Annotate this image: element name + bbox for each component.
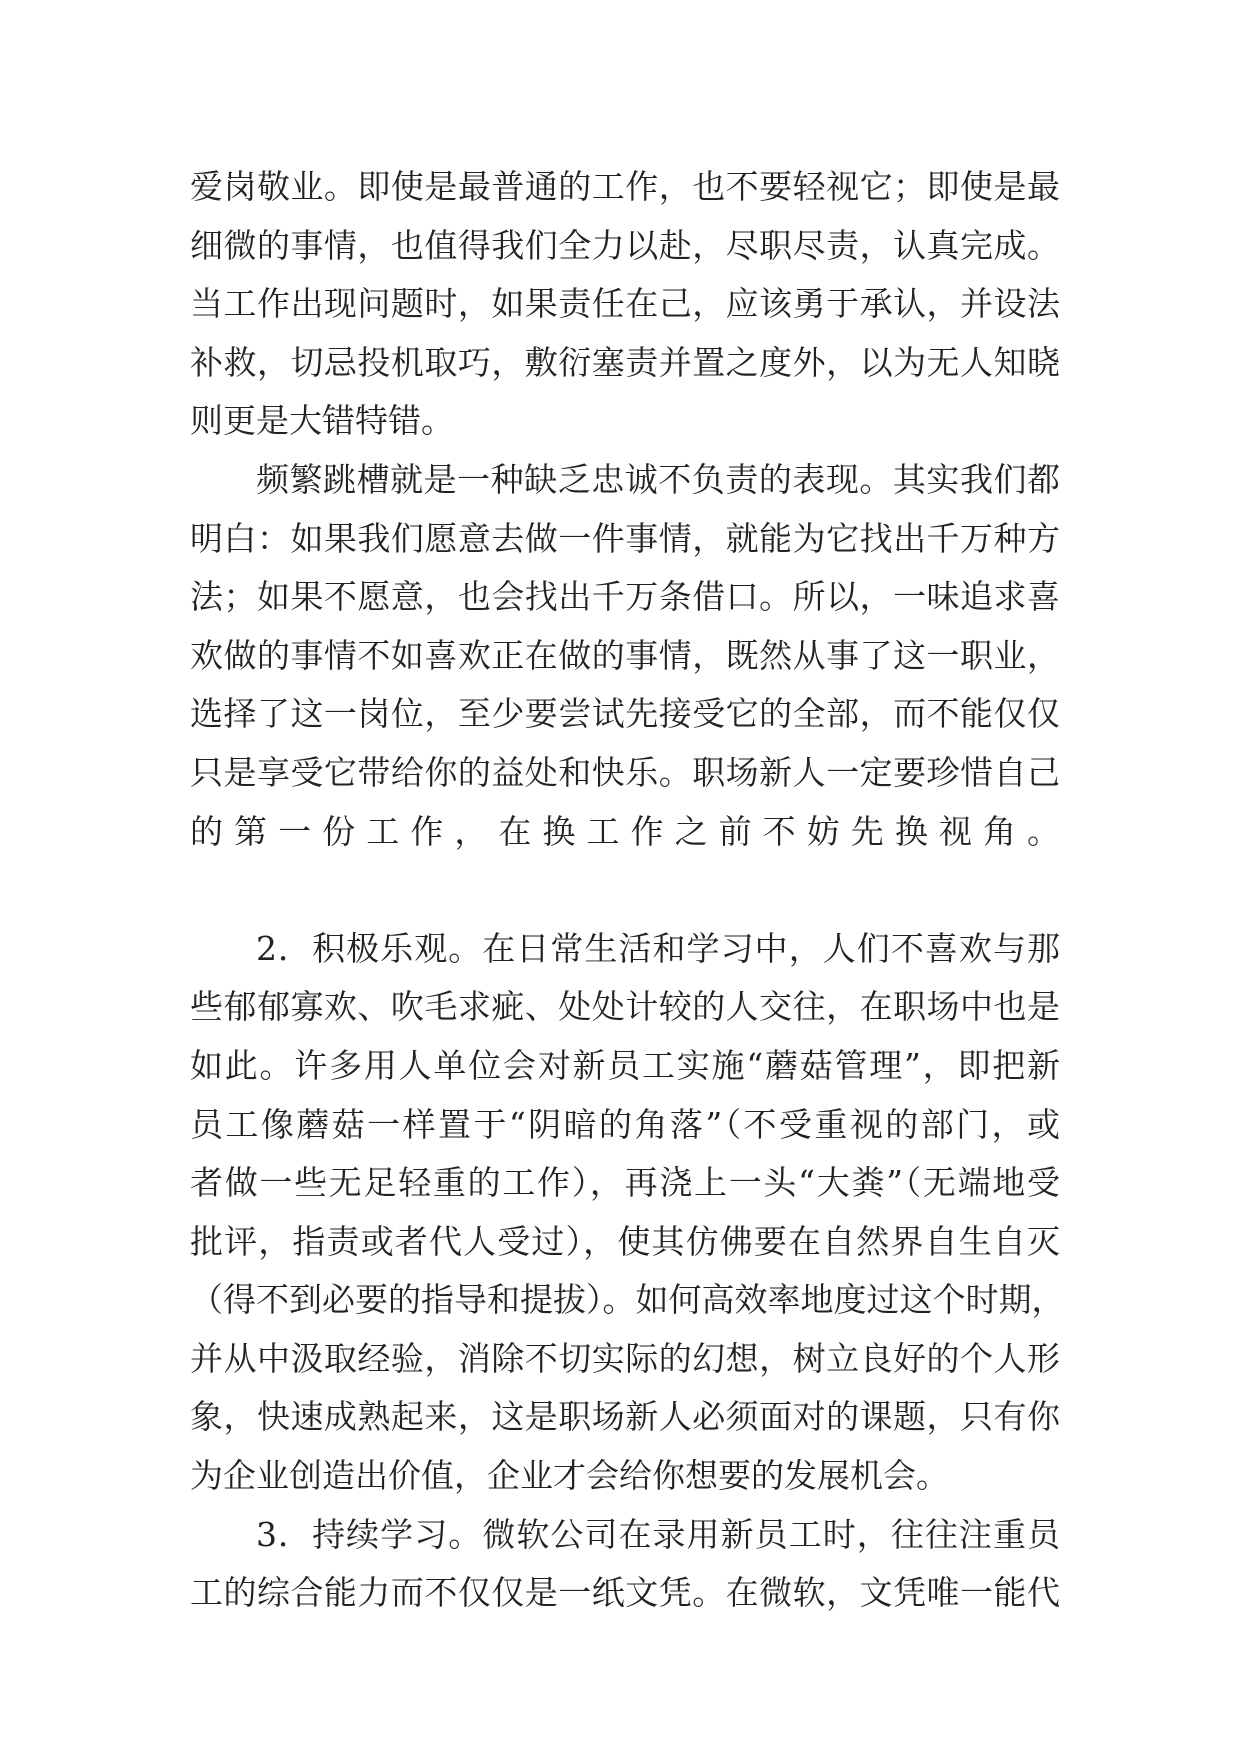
text-line <box>190 861 1060 920</box>
text-line: 员工像蘑菇一样置于“阴暗的角落”（不受重视的部门，或 <box>190 1104 1060 1144</box>
text-line: 细微的事情，也值得我们全力以赴，尽职尽责，认真完成。 <box>190 225 1060 265</box>
paragraph <box>190 1506 1060 1623</box>
text-line: 象，快速成熟起来，这是职场新人必须面对的课题，只有你 <box>190 1397 1060 1437</box>
text-line: 为企业创造出价值，企业才会给你想要的发展机会。 <box>190 1456 949 1496</box>
text-line: 法；如果不愿意，也会找出千万条借口。所以，一味追求喜 <box>190 577 1060 617</box>
text-line: 者做一些无足轻重的工作），再浇上一头“大粪”（无端地受 <box>190 1163 1060 1203</box>
text-line: 选择了这一岗位，至少要尝试先接受它的全部，而不能仅仅 <box>190 694 1060 734</box>
text-line: 工的综合能力而不仅仅是一纸文凭。在微软，文凭唯一能代 <box>190 1573 1060 1613</box>
text-line: （得不到必要的指导和提拔）。如何高效率地度过这个时期， <box>190 1280 1065 1320</box>
text-line: 频繁跳槽就是一种缺乏忠诚不负责的表现。其实我们都 <box>256 459 1060 499</box>
text-line: 批评，指责或者代人受过），使其仿佛要在自然界自生自灭 <box>190 1221 1060 1261</box>
text-line: 的第一份工作，在换工作之前不妨先换视角。 <box>190 811 1060 851</box>
paragraph <box>190 920 1065 1506</box>
text-line: 明白：如果我们愿意去做一件事情，就能为它找出千万种方 <box>190 518 1060 558</box>
text-line: 爱岗敬业。即使是最普通的工作，也不要轻视它；即使是最 <box>190 167 1060 206</box>
text-line: 些郁郁寡欢、吹毛求疵、处处计较的人交往，在职场中也是 <box>190 987 1060 1027</box>
text-line: 3．持续学习。微软公司在录用新员工时，往往注重员 <box>256 1514 1060 1554</box>
text-line: 如此。许多用人单位会对新员工实施“蘑菇管理”，即把新 <box>190 1045 1060 1085</box>
text-line: 只是享受它带给你的益处和快乐。职场新人一定要珍惜自己 <box>190 752 1060 792</box>
text-line: 欢做的事情不如喜欢正在做的事情，既然从事了这一职业， <box>190 635 1060 675</box>
text-line: 2．积极乐观。在日常生活和学习中，人们不喜欢与那 <box>256 928 1060 968</box>
text-line: 则更是大错特错。 <box>190 401 454 441</box>
paragraph <box>190 158 1060 451</box>
text-line: 并从中汲取经验，消除不切实际的幻想，树立良好的个人形 <box>190 1338 1060 1378</box>
text-line: 补救，切忌投机取巧，敷衍塞责并置之度外，以为无人知晓 <box>190 342 1060 382</box>
text-line: 当工作出现问题时，如果责任在己，应该勇于承认，并设法 <box>190 284 1060 324</box>
paragraph <box>190 451 1060 920</box>
document-body <box>190 158 1065 1623</box>
